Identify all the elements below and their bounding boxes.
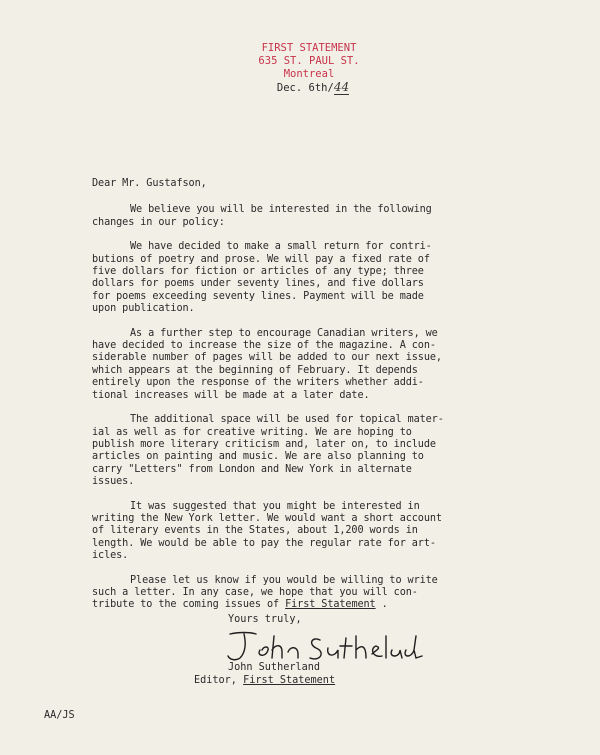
signer-title-magazine: First Statement: [243, 675, 336, 686]
paragraph-space: The additional space will be used for topical mater- ial as well as for creative writing. We are hoping to publish more literary criticism and, later on, to include articles on painting and music. We are also planning to carry "Letters" from London and New York in alternate issues.: [92, 414, 444, 488]
reference-initials: AA/JS: [44, 710, 75, 721]
paragraph-intro: We believe you will be interested in the following changes in our policy:: [92, 204, 432, 228]
closing: Yours truly,: [228, 614, 302, 625]
date-typed: Dec. 6th: [276, 82, 328, 94]
request-end: .: [375, 599, 388, 611]
date-year-handwritten: 44: [333, 80, 350, 94]
signer-block: [194, 661, 408, 687]
signer-name: John Sutherland: [228, 662, 321, 673]
paragraph-expansion: As a further step to encourage Canadian writers, we have decided to increase the size of the magazine. A con- siderable number of pages will be added to our next issue, which appears at the beginning of February. It depends entirely upon the response of the writers whether addi- tional increases will be made at a later date.: [92, 327, 442, 401]
paragraph-ny-letter: It was suggested that you might be interested in writing the New York letter. We would want a short account of literary events in the States, about 1,200 words in length. We would be able to pay the regular rate for art- icles.: [92, 500, 442, 562]
letter-date: Dec. 6th/44: [276, 80, 350, 94]
salutation: Dear Mr. Gustafson,: [92, 178, 207, 189]
signer-title-prefix: Editor,: [194, 675, 244, 686]
letterhead-name: FIRST STATEMENT: [261, 42, 357, 54]
signer-title: [194, 674, 408, 687]
paragraph-request: [92, 575, 522, 612]
letterhead-street: 635 ST. PAUL ST.: [258, 55, 360, 67]
letterhead: [244, 42, 374, 95]
handwritten-signature: [216, 628, 426, 664]
magazine-title-underlined: First Statement: [285, 599, 376, 611]
letterhead-city: Montreal: [283, 68, 335, 80]
request-text: Please let us know if you would be willing to write such a letter. In any case, we hope that you will con- tribute to the coming issues of: [92, 574, 438, 611]
paragraph-payment: We have decided to make a small return for contri- butions of poetry and prose. We will pay a fixed rate of five dollars for fiction or articles of any type; three dollars for poems under seventy lines, and five dollars for poems exceeding seventy lines. Payment will be made upon publication.: [92, 241, 432, 315]
letter-body: [92, 178, 522, 624]
